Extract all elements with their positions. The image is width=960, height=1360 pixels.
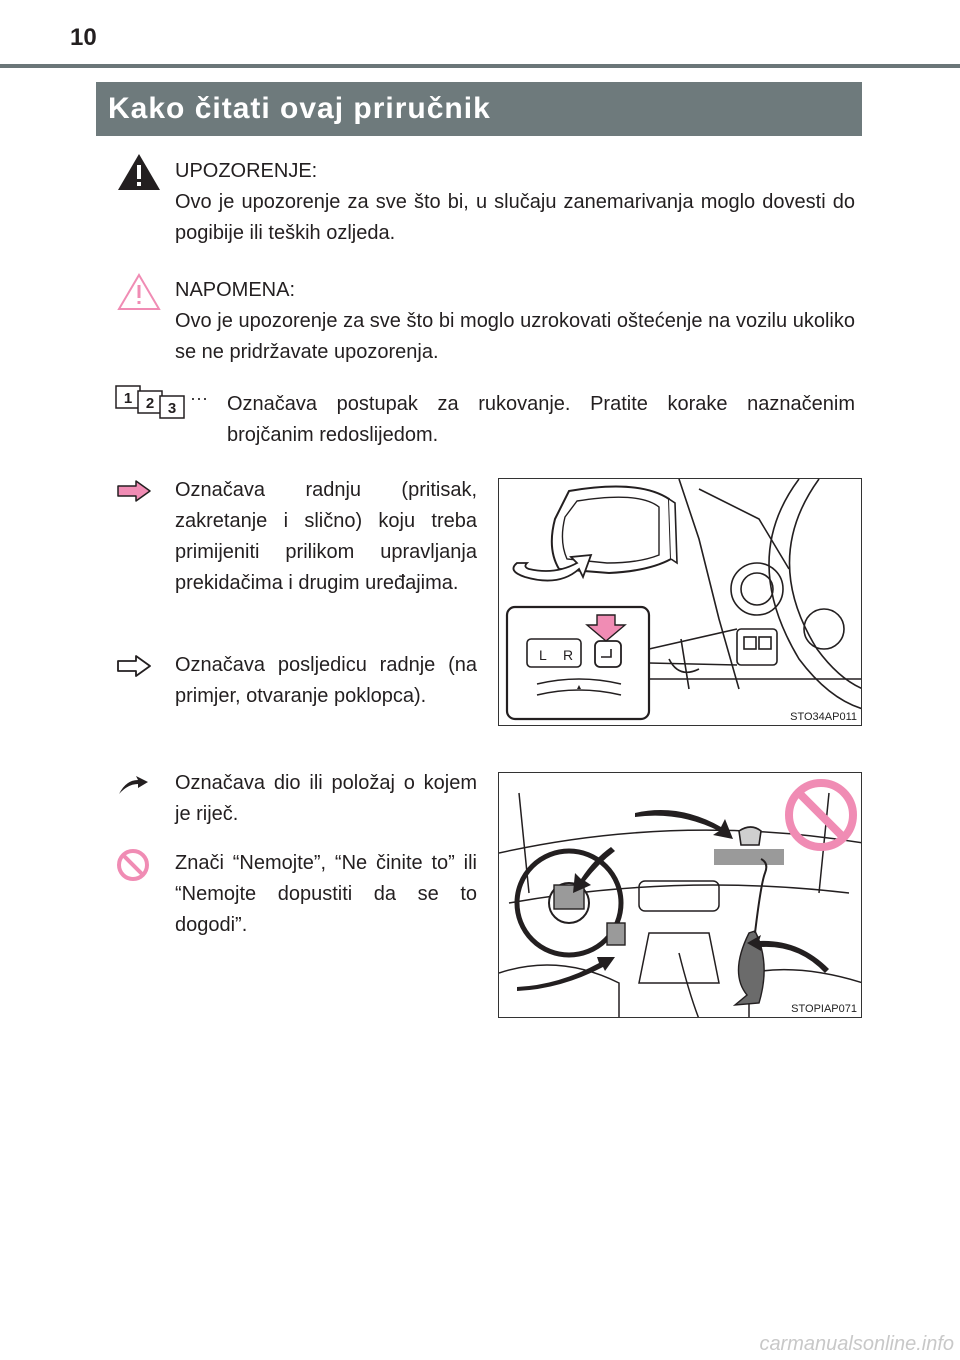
action-text	[175, 475, 477, 599]
figure-dashboard	[498, 772, 862, 1018]
steps-dots: ···	[190, 388, 208, 408]
action-description: Označava radnju (pritisak, zakretanje i slično) koju treba primijeniti prilikom upravljanja prekidačima i drugim uređajima.	[175, 479, 477, 594]
figure-mirror-switch	[498, 478, 862, 726]
outcome-text	[175, 650, 477, 712]
dashboard-illustration	[499, 773, 862, 1018]
prohibition-text	[175, 848, 477, 941]
watermark: carmanualsonline.info	[759, 1333, 954, 1355]
switch-left-label: L	[539, 647, 547, 663]
steps-text: Označava postupak za rukovanje. Pratite korake naznačenim brojčanim redoslijedom.	[227, 393, 855, 446]
warning-triangle-icon	[116, 152, 162, 192]
section-title: Kako čitati ovaj priručnik	[96, 82, 862, 136]
prohibition-icon	[116, 848, 150, 882]
location-description: Označava dio ili položaj o kojem je riječ.	[175, 772, 477, 825]
action-arrow-icon	[116, 480, 152, 502]
figure1-code: STO34AP011	[790, 711, 857, 723]
outcome-arrow-icon	[116, 655, 152, 677]
location-arrow-icon	[116, 774, 150, 796]
warning-heading: UPOZORENJE:	[175, 160, 318, 182]
notice-heading: NAPOMENA:	[175, 279, 296, 301]
switch-right-label: R	[563, 647, 574, 663]
page-number: 10	[70, 24, 97, 51]
step-digit-2: 2	[145, 395, 155, 412]
notice-block	[175, 275, 855, 368]
mirror-switch-illustration	[499, 479, 862, 726]
location-text	[175, 768, 477, 830]
notice-text: Ovo je upozorenje za sve što bi moglo uzrokovati oštećenje na vozilu ukoliko se ne pridržavate upozorenja.	[175, 310, 855, 363]
notice-triangle-icon	[116, 272, 162, 312]
step-digit-1: 1	[123, 390, 133, 407]
outcome-description: Označava posljedicu radnje (na primjer, otvaranje poklopca).	[175, 654, 477, 707]
step-numbers-icon	[114, 384, 190, 420]
step-digit-3: 3	[167, 400, 177, 417]
warning-text: Ovo je upozorenje za sve što bi, u slučaju zanemarivanja moglo dovesti do pogibije ili teških ozljeda.	[175, 191, 855, 244]
figure2-code: STOPIAP071	[791, 1003, 857, 1015]
warning-block	[175, 156, 855, 249]
prohibition-description: Znači “Nemojte”, “Ne činite to” ili “Nemojte dopustiti da se to dogodi”.	[175, 852, 477, 936]
top-rule	[0, 64, 960, 68]
